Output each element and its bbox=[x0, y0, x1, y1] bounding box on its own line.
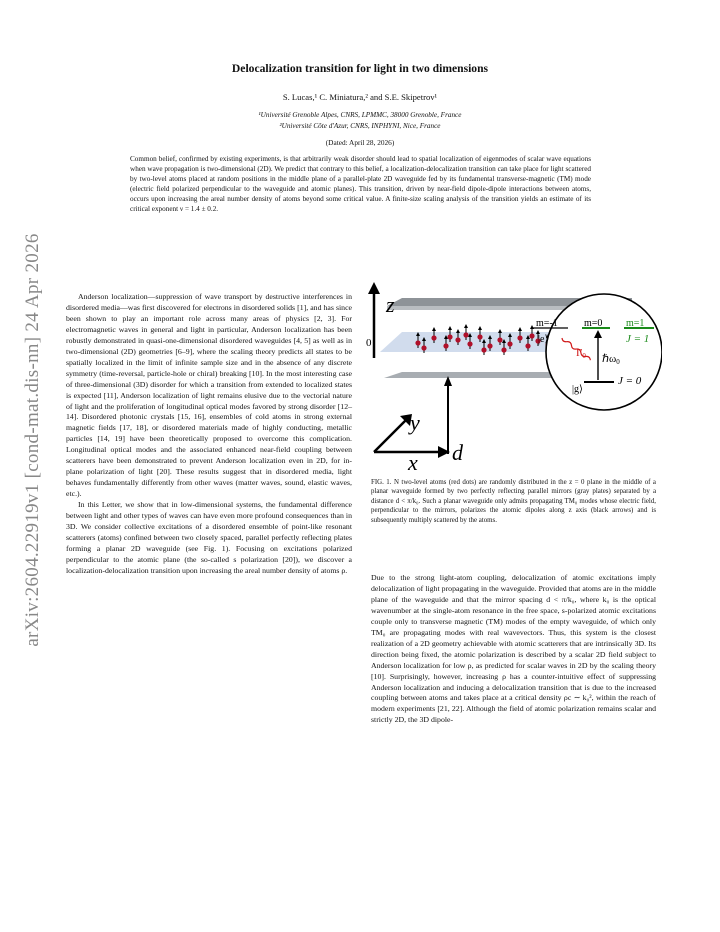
paper-title: Delocalization transition for light in two dimensions bbox=[231, 62, 489, 75]
decay-rate-label: Γ0 bbox=[576, 347, 586, 360]
affiliation-1: ¹Université Grenoble Alpes, CNRS, LPMMC, 38000 Grenoble, France bbox=[258, 111, 462, 119]
paragraph-letter: In this Letter, we show that in low-dimensional systems, the fundamental difference between light and other types of waves can have even more profound consequences than in 3D. We consider collective excitations of a disordered ensemble of point-like resonant scatterers (atoms) confined between two closely spaced, parallel perfectly reflecting plates forming a planar 2D waveguide (see Fig. 1). Focusing on excitations polarized perpendicular to the atomic plane (the so-called s polarization [20]), we discover a localization-delocalization transition upon increasing the areal number density of atoms ρ. bbox=[66, 500, 352, 575]
level-m-plus: m=1 bbox=[626, 318, 645, 329]
zero-label: 0 bbox=[366, 337, 372, 349]
figure-1 bbox=[362, 280, 662, 470]
figure-caption: FIG. 1. N two-level atoms (red dots) are randomly distributed in the z = 0 plane in the middle of a planar waveguide formed by two perfectly reflecting parallel mirrors (gray plates) separated by a distance d < π/k₀. Such a planar waveguide only admits propagating TM₀ modes whose electric field, perpendicular to the mirrors, polarizes the atomic dipoles along z axis (black arrows) and is subsequently multiply scattered by the atoms. bbox=[371, 479, 656, 524]
z-axis-label: z bbox=[386, 292, 395, 317]
paragraph-right: Due to the strong light-atom coupling, delocalization of atomic excitations imply delocalization of light propagating in the waveguide. Provided that atoms are in the middle plane of the waveguide and that the mirror spacing d < π/k₀, where k₀ is the optical wavenumber at the single-atom resonance in the free space, s-polarized atomic excitations couple only to transverse magnetic (TM) modes of the empty waveguide, of which only TM₀ are propagating modes with real wavevectors. Thus, this system is the closest realization of a 2D geometry achievable with atomic scatterers that are intrinsically 3D. Its direction being fixed, the atomic polarization is described by a scalar 2D field subject to Anderson localization for low ρ, as predicted for scalar waves in 2D by the scaling theory [10]. Surprisingly, however, increasing ρ has a counter-intuitive effect of suppressing Anderson localization and inducing a delocalization transition that is due to the increased coupling between atoms and takes place at a critical density ρc ∼ k₀², within the reach of modern experiments [21, 22]. Although the field of atomic polarization remains scalar and strictly 2D, the 3D dipole- bbox=[371, 573, 656, 725]
right-column bbox=[371, 573, 656, 726]
ground-state-label: |g⟩ bbox=[572, 384, 583, 395]
abstract: Common belief, confirmed by existing experiments, is that arbitrarily weak disorder should lead to spatial localization of eigenmodes of scalar wave equations when wave propagation is two-dimensional (2D). We predict that contrary to this belief, a localization-delocalization transition can take place for light scattered by two-level atoms placed at random positions in the middle plane of a parallel-plate 2D waveguide fed by its fundamental transverse-magnetic (TM) mode (electric field polarized perpendicular to the waveguide and atomic planes). This transition, driven by near-field dipole-dipole interactions between atoms, occurs upon increasing the areal number density of atoms beyond some critical value. A finite-size scaling analysis of the transition yields an estimate of its critical exponent ν = 1.4 ± 0.2. bbox=[130, 155, 591, 214]
arxiv-id: arXiv:2604.22919v1 [cond-mat.dis-nn] 24 Apr 2026 bbox=[22, 233, 43, 647]
excited-state-label: |e⟩ bbox=[538, 334, 549, 345]
arxiv-identifier-stamp bbox=[20, 210, 46, 670]
x-axis-label: x bbox=[408, 450, 418, 470]
J1-label: J = 1 bbox=[626, 333, 650, 345]
J0-label: J = 0 bbox=[618, 375, 642, 387]
y-axis-arrow bbox=[374, 418, 408, 452]
plate-distance-label: d bbox=[452, 440, 463, 465]
affiliation-2: ²Université Côte d'Azur, CNRS, INPHYNI, Nice, France bbox=[279, 122, 441, 130]
level-m-zero: m=0 bbox=[584, 318, 603, 329]
left-column bbox=[66, 292, 352, 577]
level-scheme-inset bbox=[546, 294, 662, 410]
level-m-minus: m=-1 bbox=[536, 318, 558, 329]
date-line: (Dated: April 28, 2026) bbox=[325, 138, 395, 147]
y-axis-label: y bbox=[410, 410, 420, 435]
author-list: S. Lucas,¹ C. Miniatura,² and S.E. Skipetrov¹ bbox=[282, 92, 438, 102]
transition-energy-label: ℏω0 bbox=[602, 353, 620, 366]
paragraph-intro: Anderson localization—suppression of wave transport by destructive interferences in disordered media—was first discovered for electrons in disordered solids [1], and has since been shown to play an important role across many areas of physics [2, 3]. For electromagnetic waves in general and light in particular, Anderson localization has been robustly demonstrated in quasi-one-dimensional disordered waveguides [4, 5] as well as in two-dimensional (2D) geometries [6–9], where the scaling theory predicts all states to be spatially localized in the limit of infinite sample size and in the absence of any discrete symmetry (time-reversal, particle-hole or chiral) breaking [10]. In the most interesting case of three-dimensional (3D) disorder for which a transition from extended to localized states is expected [11], Anderson localization of light remains elusive due to the vectorial nature of light and the proliferation of longitudinal optical modes favored by strong disorder [12–14]. Disordered photonic crystals [15, 16], ensembles of cold atoms in strong external magnetic fields [17, 18], or disordered materials made of highly conducting, metallic particles [14, 19] have been theoretically proposed to overcome this complication. Longitudinal optical modes and the associated enhanced near-field coupling between scatterers have been demonstrated to prevent Anderson localization even in 2D, for in-plane polarization of light [20]. These results suggest that in disordered media, light behaves fundamentally differently from other waves (matter waves, sound, elastic waves, etc.). bbox=[66, 292, 352, 499]
